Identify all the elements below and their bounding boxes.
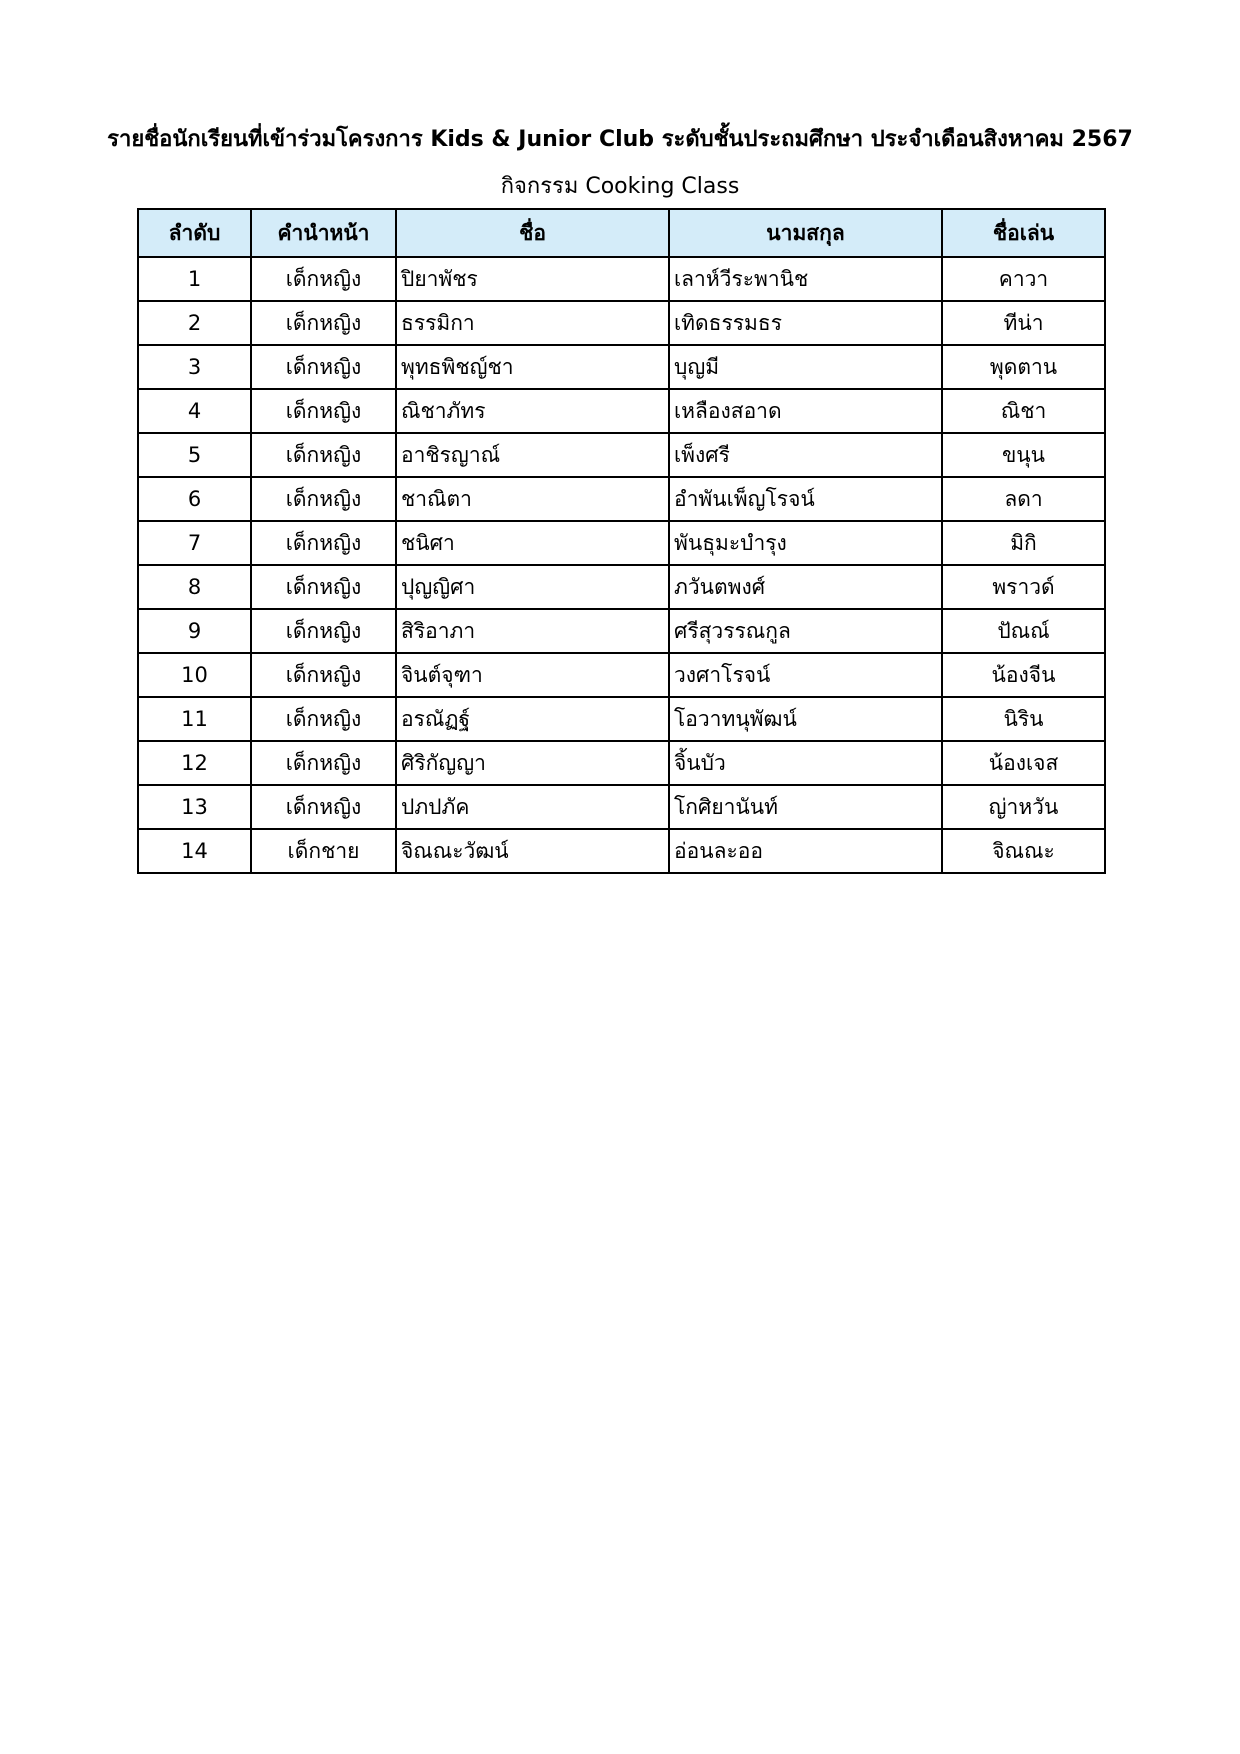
cell-last-name: อำพันเพ็ญโรจน์ — [669, 477, 942, 521]
cell-last-name: เลาห์วีระพานิช — [669, 257, 942, 301]
table-row — [138, 345, 1105, 389]
cell-first-name: อาชิรญาณ์ — [396, 433, 669, 477]
cell-no: 1 — [138, 257, 251, 301]
table-row — [138, 741, 1105, 785]
table-header-row — [138, 209, 1105, 257]
cell-prefix: เด็กหญิง — [251, 653, 396, 697]
cell-prefix: เด็กหญิง — [251, 345, 396, 389]
cell-nickname: น้องเจส — [942, 741, 1105, 785]
cell-first-name: ปุญญิศา — [396, 565, 669, 609]
header-no: ลำดับ — [138, 209, 251, 257]
document-subtitle: กิจกรรม Cooking Class — [500, 174, 740, 199]
cell-nickname: ณิชา — [942, 389, 1105, 433]
table-row — [138, 301, 1105, 345]
table-row — [138, 389, 1105, 433]
cell-no: 2 — [138, 301, 251, 345]
cell-no: 6 — [138, 477, 251, 521]
cell-prefix: เด็กหญิง — [251, 389, 396, 433]
cell-last-name: จิ้นบัว — [669, 741, 942, 785]
cell-no: 11 — [138, 697, 251, 741]
cell-first-name: ชาณิตา — [396, 477, 669, 521]
cell-nickname: ลดา — [942, 477, 1105, 521]
cell-no: 4 — [138, 389, 251, 433]
table-row — [138, 257, 1105, 301]
cell-prefix: เด็กหญิง — [251, 433, 396, 477]
cell-first-name: ปภปภัค — [396, 785, 669, 829]
cell-no: 12 — [138, 741, 251, 785]
cell-prefix: เด็กหญิง — [251, 741, 396, 785]
cell-no: 8 — [138, 565, 251, 609]
cell-prefix: เด็กหญิง — [251, 521, 396, 565]
cell-prefix: เด็กหญิง — [251, 477, 396, 521]
cell-last-name: บุญมี — [669, 345, 942, 389]
header-last-name: นามสกุล — [669, 209, 942, 257]
cell-nickname: ปัณณ์ — [942, 609, 1105, 653]
cell-nickname: น้องจีน — [942, 653, 1105, 697]
header-nickname: ชื่อเล่น — [942, 209, 1105, 257]
table-row — [138, 521, 1105, 565]
cell-last-name: โกศิยานันท์ — [669, 785, 942, 829]
cell-nickname: ญ่าหวัน — [942, 785, 1105, 829]
cell-no: 5 — [138, 433, 251, 477]
header-first-name: ชื่อ — [396, 209, 669, 257]
student-roster-table — [137, 208, 1106, 874]
cell-no: 10 — [138, 653, 251, 697]
cell-last-name: วงศาโรจน์ — [669, 653, 942, 697]
cell-last-name: เทิดธรรมธร — [669, 301, 942, 345]
cell-prefix: เด็กหญิง — [251, 565, 396, 609]
cell-first-name: ณิชาภัทร — [396, 389, 669, 433]
cell-prefix: เด็กหญิง — [251, 257, 396, 301]
cell-last-name: ศรีสุวรรณกูล — [669, 609, 942, 653]
cell-first-name: ธรรมิกา — [396, 301, 669, 345]
cell-nickname: มิกิ — [942, 521, 1105, 565]
table-row — [138, 565, 1105, 609]
cell-last-name: พันธุมะบำรุง — [669, 521, 942, 565]
cell-first-name: ชนิศา — [396, 521, 669, 565]
cell-first-name: จินต์จุฑา — [396, 653, 669, 697]
cell-first-name: สิริอาภา — [396, 609, 669, 653]
cell-no: 13 — [138, 785, 251, 829]
cell-nickname: นิริน — [942, 697, 1105, 741]
cell-last-name: อ่อนละออ — [669, 829, 942, 873]
cell-first-name: พุทธพิชญ์ชา — [396, 345, 669, 389]
cell-prefix: เด็กชาย — [251, 829, 396, 873]
cell-nickname: ขนุน — [942, 433, 1105, 477]
cell-nickname: จิณณะ — [942, 829, 1105, 873]
cell-no: 7 — [138, 521, 251, 565]
cell-first-name: ศิริกัญญา — [396, 741, 669, 785]
table-row — [138, 697, 1105, 741]
cell-no: 14 — [138, 829, 251, 873]
cell-first-name: ปิยาพัชร — [396, 257, 669, 301]
cell-nickname: พุดตาน — [942, 345, 1105, 389]
cell-nickname: พราวด์ — [942, 565, 1105, 609]
cell-prefix: เด็กหญิง — [251, 301, 396, 345]
cell-prefix: เด็กหญิง — [251, 609, 396, 653]
cell-last-name: โอวาทนุพัฒน์ — [669, 697, 942, 741]
table-row — [138, 829, 1105, 873]
table-row — [138, 477, 1105, 521]
table-row — [138, 785, 1105, 829]
cell-first-name: อรณัฏฐ์ — [396, 697, 669, 741]
cell-prefix: เด็กหญิง — [251, 697, 396, 741]
table-body — [138, 257, 1105, 873]
cell-last-name: เพ็งศรี — [669, 433, 942, 477]
document-title: รายชื่อนักเรียนที่เข้าร่วมโครงการ Kids & Junior Club ระดับชั้นประถมศึกษา ประจำเดือนสิงหาคม 2567 — [107, 127, 1133, 152]
cell-first-name: จิณณะวัฒน์ — [396, 829, 669, 873]
table-row — [138, 433, 1105, 477]
cell-nickname: ทีน่า — [942, 301, 1105, 345]
cell-no: 3 — [138, 345, 251, 389]
cell-last-name: ภวันตพงศ์ — [669, 565, 942, 609]
cell-last-name: เหลืองสอาด — [669, 389, 942, 433]
cell-no: 9 — [138, 609, 251, 653]
cell-nickname: คาวา — [942, 257, 1105, 301]
cell-prefix: เด็กหญิง — [251, 785, 396, 829]
table-row — [138, 653, 1105, 697]
table-row — [138, 609, 1105, 653]
header-prefix: คำนำหน้า — [251, 209, 396, 257]
